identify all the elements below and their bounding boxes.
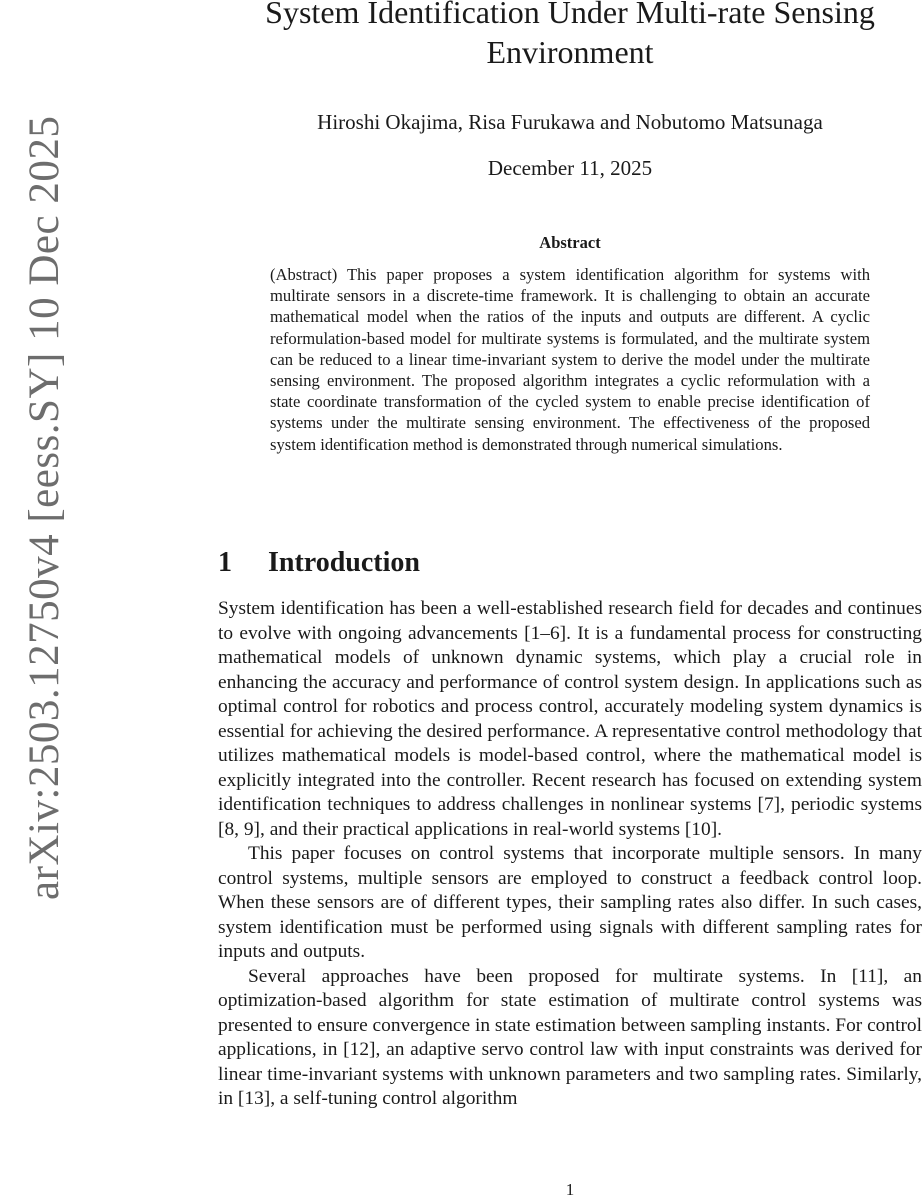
- abstract-text: (Abstract) This paper proposes a system identification algorithm for systems with multirate sensors in a discrete-time framework. It is challenging to obtain an accurate mathematical model when the ratios of the inputs and outputs are different. A cyclic reformulation-based model for multirate systems is formulated, and the multirate system can be reduced to a linear time-invariant system to derive the model under the multirate sensing environment. The proposed algorithm integrates a cyclic reformulation with a state coordinate transformation of the cycled system to enable precise identification of systems under the multirate sensing environment. The effectiveness of the proposed system identification method is demonstrated through numerical simulations.: [270, 265, 870, 454]
- section-heading: [218, 545, 922, 581]
- page-number: 1: [565, 1180, 575, 1199]
- paragraph: System identification has been a well-established research field for decades and continues to evolve with ongoing advancements [1–6]. It is a fundamental process for constructing mathematical models of unknown dynamic systems, which play a crucial role in enhancing the accuracy and performance of control system design. In applications such as optimal control for robotics and process control, accurately modeling system dynamics is essential for achieving the desired performance. A representative control methodology that utilizes mathematical models is model-based control, where the mathematical model is explicitly integrated into the controller. Recent research has focused on extending system identification techniques to address challenges in nonlinear systems [7], periodic systems [8, 9], and their practical applications in real-world systems [10].: [218, 598, 922, 840]
- abstract-heading: Abstract: [539, 233, 601, 252]
- section-title: Introduction: [268, 547, 420, 578]
- paragraph: Several approaches have been proposed for multirate systems. In [11], an optimization-based algorithm for state estimation of multirate control systems was presented to ensure convergence in state estimation between sampling instants. For control applications, in [12], an adaptive servo control law with input constraints was derived for linear time-invariant systems with unknown parameters and two sampling rates. Similarly, in [13], a self-tuning control algorithm: [218, 965, 922, 1109]
- arxiv-side-label[interactable]: arXiv:2503.12750v4 [eess.SY] 10 Dec 2025: [21, 115, 68, 900]
- publication-date: December 11, 2025: [487, 156, 653, 180]
- section-body: [218, 597, 922, 1112]
- paper-title: System Identification Under Multi-rate Sensing Environment: [265, 0, 875, 70]
- section-number: 1: [218, 547, 232, 578]
- authors: Hiroshi Okajima, Risa Furukawa and Nobutomo Matsunaga: [317, 110, 823, 134]
- paragraph: This paper focuses on control systems that incorporate multiple sensors. In many control systems, multiple sensors are employed to construct a feedback control loop. When these sensors are of different types, their sampling rates also differ. In such cases, system identification must be performed using signals with different sampling rates for inputs and outputs.: [218, 843, 922, 962]
